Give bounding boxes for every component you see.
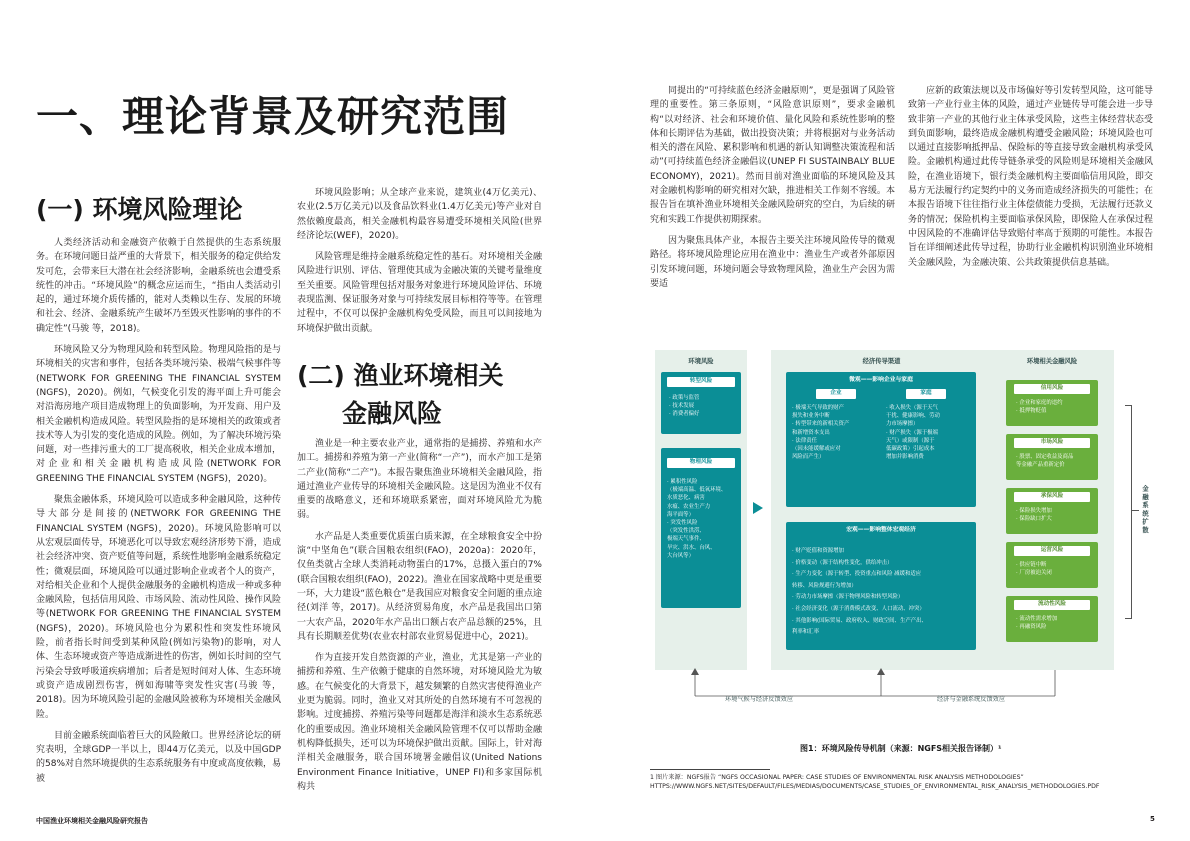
- financial-risk-title: 运营风险: [1014, 546, 1090, 556]
- paragraph: 聚焦金融体系，环境风险可以造成多种金融风险，这种传导大部分是间接的(NETWORK FOR GREENING THE FINANCIAL SYSTEM (NGFS)，2020)。环境风险影响可以从宏观层面传导，环境恶化可以导致宏观经济形势下滑，造成社会经济冲突、资产贬值等问题，系统性地影响金融系统稳定性；微观层面，环境风险可以通过影响企业或者个人的资产，对给相关企业和个人提供金融服务的金融机构造成一种或多种金融风险，包括信用风险、市场风险、流动性风险、操作风险等(NETWORK FOR GREENING THE FINANCIAL SYSTEM (NGFS)，2020)。环境风险也分为累积性和突发性环境风险，前者指长时间受到某种风险(例如污染物)的影响，对人体、生态环境或资产等造成渐进性的伤害，例如长时间的空气污染会导致呼吸道疾病增加；后者是短时间对人体、生态环境或资产造成剧烈伤害，例如海啸等突发性灾害(马骏 等，2018)。因为环境风险引起的金融风险被称为环境相关金融风险。: [36, 495, 281, 720]
- diagram-line: · 极端天气导致的财产: [792, 405, 844, 411]
- financial-risk-box: [1006, 488, 1098, 534]
- section-2-title-line1: (二) 渔业环境相关: [297, 361, 504, 390]
- diagram-line: （因未能缓解或应对: [792, 446, 841, 453]
- financial-risk-box: [1006, 434, 1098, 480]
- feedback-right-label: 经济与金融系统反馈效应: [937, 696, 1006, 703]
- household-items: [886, 404, 940, 461]
- physical-risk-items: [667, 478, 726, 560]
- paragraph: 人类经济活动和金融资产依赖于自然提供的生态系统服务。在环境问题日益严重的大背景下，相关服务的稳定供给发发可危，会带来巨大潜在社会经济影响，金融系统也会遭受系统性的冲击。“环境风险”的概念应运而生，“指由人类活动引起的，通过环境介质传播的，能对人类赖以生存、发展的环境和社会、经济、金融系统产生破坏乃至毁灭性影响的事件的不确定性”(马骏 等，2018)。: [36, 238, 281, 334]
- micro-channel-box: [786, 372, 976, 507]
- physical-risk-title: 物理风险: [667, 458, 735, 468]
- diagram-line: · 劳动力市场摩擦（源于物理风险和转型风险）: [792, 594, 904, 601]
- page-title: 一、理论背景及研究范围: [36, 92, 510, 141]
- diagram-line: 旱灾、洪水、台风、: [667, 544, 716, 551]
- financial-risk-box: [1006, 542, 1098, 588]
- financial-risk-box: [1006, 596, 1098, 642]
- enterprise-label: 企业: [816, 389, 856, 399]
- diagram-line: 海平面等）: [667, 511, 694, 518]
- diagram-line: · 财产损失（源于极端: [886, 429, 938, 436]
- diagram-line: 转移、风险规避行为增加）: [792, 582, 857, 589]
- diagram-line: 天气）或限制（源于: [886, 437, 935, 444]
- diagram-line: · 保险缺口扩大: [1016, 516, 1052, 523]
- diagram-line: · 企业和家庭的违约: [1016, 400, 1063, 406]
- footnote: 1 图片来源：NGFS报告 “NGFS OCCASIONAL PAPER: CASE STUDIES OF ENVIRONMENTAL RISK ANALYSIS METHODOLOGIES” HTTPS://WWW.NGFS.NET/SITES/DEFAULT/FILES/MEDIAS/DOCUMENTS/CASE_STUDIES_OF_ENVIRONMENTAL_RISK_ANALYSIS_METHODOLOGIES.PDF: [650, 774, 1100, 790]
- section-1-title: (一) 环境风险理论: [36, 195, 243, 224]
- feedback-left-label: 环境气候与经济反馈效应: [725, 696, 794, 703]
- paragraph: 风险管理是维持金融系统稳定性的基石。对环境相关金融风险进行识别、评估、管理使其成为金融决策的关键考量维度至关重要。风险管理包括对服务对象进行环境风险评估、环境表现监测、保证服务对象与可持续发展目标相符等等。在管理过程中，不仅可以保护金融机构免受风险，而且可以间接地为环境保护做出贡献。: [297, 252, 542, 334]
- diagram-line: · 抵押物贬值: [1016, 408, 1047, 415]
- diagram-line: · 技术发展: [669, 403, 694, 410]
- paragraph: 同提出的“可持续蓝色经济金融原则”，更是强调了风险管理的重要性。第三条原则，“风险意识原则”，要求金融机构“以对经济、社会和环境价值、量化风险和系统性影响的整体和长期评估为基础，做出投资决策；并将根据对与业务活动相关的潜在风险、累积影响和机遇的新认知调整决策流程和活动”(可持续蓝色经济金融倡议(UNEP FI SUSTAINBALY BLUE ECONOMY)，2021)。然而目前对渔业面临的环境风险及其对金融机构影响的研究相对欠缺，推进相关工作刻不容缓。本报告旨在填补渔业环境相关金融风险研究的空白，为后续的研究和实践工作提供初期探索。: [650, 86, 895, 225]
- household-label: 家庭: [906, 389, 946, 399]
- transition-risk-box: [661, 372, 741, 434]
- diagram-line: · 突发性风险: [667, 520, 698, 527]
- paragraph: 环境风险影响；从全球产业来说，建筑业(4万亿美元)、农业(2.5万亿美元)以及食品饮料业(1.4万亿美元)等产业对自然依赖度最高，相关金融机构最容易遭受环境相关风险(世界经济论坛(WEF)，2020)。: [297, 188, 542, 241]
- side-bracket-tick: [1131, 510, 1139, 511]
- panel-financial-risk: [990, 350, 1114, 670]
- diagram-line: · 财产贬值和资源增加: [792, 548, 844, 554]
- diagram-line: · 供应链中断: [1016, 562, 1047, 568]
- physical-risk-box: [661, 448, 741, 608]
- paragraph: 渔业是一种主要农业产业，通常指的是捕捞、养殖和水产加工。捕捞和养殖为第一产业(简称“一产”)，而水产加工是第二产业(简称“二产”)。本报告聚焦渔业环境相关金融风险，指通过渔业产业传导的环境相关金融风险。这是因为渔业不仅有重要的战略意义，还和环境联系紧密，面对环境风险尤为脆弱。: [297, 439, 542, 521]
- diagram-line: · 法律责任: [792, 437, 817, 444]
- diagram-line: 风险而产生）: [792, 454, 825, 461]
- financial-risk-title: 流动性风险: [1014, 600, 1090, 610]
- financial-risk-box: [1006, 380, 1098, 426]
- paragraph: 应新的政策法规以及市场偏好等引发转型风险，这可能导致第一产业行业主体的风险，通过产业链传导可能会进一步导致非第一产业的其他行业主体承受风险，这些主体经营状态受到负面影响，最终造成金融机构遭受金融风险；环境风险也可以通过直接影响抵押品、保险标的等直接导致金融机构承受风险。金融机构通过此传导链条承受的风险则是环境相关金融风险，在渔业语境下，银行类金融机构主要面临信用风险，即交易方无法履行约定契约中的义务而造成经济损失的可能性；在本报告语境下往往指行业主体偿债能力受损，无法履行还款义务的情况；保险机构主要面临承保风险，即保险人在承保过程中因风险的不准确评估导致赔付率高于预期的可能性。本报告旨在详细阐述此传导过程，协助行业金融机构识别渔业环境相关金融风险，为金融决策、公共政策提供信息基础。: [908, 86, 1153, 268]
- macro-channel-box: [786, 522, 976, 650]
- financial-risk-items: [1016, 453, 1073, 469]
- diagram-line: · 价格变动（源于结构性变化，供给冲击）: [792, 559, 893, 566]
- panel-economic-channels-title: 经济传导渠道: [862, 358, 901, 365]
- diagram-line: 低碳政策）引起成本: [886, 446, 935, 453]
- diagram-line: · 其他影响(国际贸易、政府收入、财政空间、生产产出、: [792, 617, 927, 624]
- paragraph: 因为聚焦具体产业，本报告主要关注环境风险传导的微观路径。将环境风险理论应用在渔业中：渔业生产或者外部原因引发环境问题，环境问题会导致物理风险，渔业生产会因为需要适: [650, 235, 895, 289]
- financial-risk-items: [1016, 507, 1052, 523]
- panel-environment-risk: [655, 350, 747, 670]
- diagram-line: 损失和业务中断: [792, 413, 830, 420]
- paragraph: 目前金融系统面临着巨大的风险敞口。世界经济论坛的研究表明，全球GDP一半以上，即44万亿美元，以及中国GDP的58%对自然环境提供的生态系统服务有中度或高度依赖，易被: [36, 730, 282, 784]
- diagram-line: （突发性洪涝、: [667, 528, 705, 535]
- column-3-text: [650, 84, 895, 298]
- diagram-line: 水瘟、农业生产力: [667, 503, 711, 510]
- diagram-line: · 消费者偏好: [669, 411, 700, 418]
- diagram-line: · 流动性需求增加: [1016, 616, 1058, 622]
- figure-caption: 图1：环境风险传导机制（来源：NGFS相关报告译制）¹: [800, 744, 1002, 753]
- financial-risk-title: 承保风险: [1014, 492, 1090, 502]
- panel-economic-channels: [771, 350, 992, 670]
- footer-report-title: 中国渔业环境相关金融风险研究报告: [36, 817, 148, 825]
- diagram-line: 和新增资本支出: [792, 429, 830, 436]
- footnote-rule: [650, 769, 770, 770]
- diagram-line: · 生产力变化（源于转型、投资重点和风险 减缓和适应: [792, 571, 922, 578]
- side-bracket: [1125, 405, 1132, 619]
- financial-risk-items: [1016, 399, 1063, 415]
- paragraph: 水产品是人类重要优质蛋白质来源，在全球粮食安全中扮演“中坚角色”(联合国粮农组织(FAO)，2020a)：2020年，仅鱼类就占全球人类消耗动物蛋白的17%，总摄入蛋白的7%(联合国粮农组织(FAO)，2022)。渔业在国家战略中更是重要一环，大力建设“蓝色粮仓”是我国应对粮食安全问题的重点途径(刘洋 等，2017)。从经济贸易角度，水产品是我国出口第一大农产品，2020年水产品出口额占农产品总额的25%，且具有长期顺差优势(农业农村部农业贸易促进中心，2021)。: [297, 531, 542, 642]
- diagram-line: 极端天气事件、: [667, 536, 705, 543]
- diagram-line: · 收入损失（源于天气: [886, 405, 938, 411]
- page-number: 5: [1150, 815, 1155, 823]
- panel-environment-risk-title: 环境风险: [688, 358, 714, 365]
- diagram-line: 利率和汇率: [792, 629, 819, 636]
- paragraph: 作为直接开发自然资源的产业，渔业，尤其是第一产业的捕捞和养殖、生产依赖于健康的自然环境，对环境风险尤为敏感。在气候变化的大背景下，越发频繁的自然灾害使得渔业产业更为脆弱。同时，渔业又对其所处的自然环境有不可忽视的影响。过度捕捞、养殖污染等问题都是海洋和淡水生态系统恶化的重要成因。渔业环境相关金融风险管理不仅可以帮助金融机构降低损失，还可以为环境保护做出贡献。国际上，针对海洋相关金融服务，联合国环境署金融倡议(United Nations Environment Finance Initiative，UNEP FI)和多家国际机构共: [297, 653, 542, 792]
- paragraph: 环境风险又分为物理风险和转型风险。物理风险指的是与环境相关的灾害和事件，包括各类环境污染、极端气候事件等(NETWORK FOR GREENING THE FINANCIAL SYSTEM (NGFS)，2020)。例如，气候变化引发的海平面上升可能会对沿海房地产项目造成物理上的负面影响，为开发商、用户及相关金融机构造成风险。转型风险指的是环境相关的政策或者技术等人为引发的变化造成的风险。例如，为了解决环境污染问题，对一些排污重大的工厂提高税收，相关企业成本增加，对企业和相关金融机构造成风险(NETWORK FOR GREENING THE FINANCIAL SYSTEM (NGFS)，2020)。: [36, 345, 281, 484]
- diagram-line: （极端高温、低氧环境、: [667, 487, 727, 494]
- diagram-line: 大台风等）: [667, 552, 694, 559]
- section-2-title-line2: 金融风险: [342, 399, 443, 428]
- financial-risk-title: 信用风险: [1014, 384, 1090, 394]
- diagram-line: 干扰、健康影响、劳动: [886, 413, 940, 420]
- diagram-line: 力市场摩擦）: [886, 421, 919, 428]
- financial-risk-items: [1016, 615, 1057, 631]
- diagram-line: · 股票、固定收益及商品: [1016, 454, 1074, 460]
- column-1-text: [36, 236, 281, 786]
- diagram-line: · 社会经济变化（源于消费模式改变、人口流动、冲突）: [792, 605, 925, 612]
- diagram-line: 等金融产品重新定价: [1016, 462, 1065, 469]
- financial-system-spread-label: 金融系统扩散: [1141, 485, 1148, 535]
- financial-risk-items: [1016, 561, 1052, 577]
- enterprise-items: [792, 404, 849, 461]
- macro-channel-title: 宏观——影响整体宏观经济: [846, 527, 916, 533]
- panel-financial-risk-title: 环境相关金融风险: [1026, 358, 1078, 365]
- diagram-line: · 保险损失增加: [1016, 508, 1052, 514]
- column-2-top-text: [297, 186, 542, 343]
- diagram-line: 水质恶化、病害: [667, 495, 705, 502]
- diagram-line: · 政策与监管: [669, 395, 700, 401]
- diagram-line: · 厂房被迫关闭: [1016, 570, 1052, 577]
- micro-channel-title: 微观——影响企业与家庭: [849, 377, 913, 383]
- diagram-line: · 转型带来的新相关资产: [792, 421, 850, 428]
- transition-risk-title: 转型风险: [667, 377, 735, 387]
- column-4-text: [908, 84, 1153, 277]
- arrow-right-icon: [753, 502, 763, 514]
- macro-items: [792, 546, 927, 639]
- diagram-line: · 累积性风险: [667, 479, 698, 485]
- diagram-line: · 再融资风险: [1016, 624, 1047, 631]
- transition-risk-items: [669, 394, 699, 419]
- financial-risk-title: 市场风险: [1014, 438, 1090, 448]
- column-2-bottom-text: [297, 437, 542, 801]
- diagram-line: 增加并影响消费: [886, 454, 924, 461]
- risk-transmission-diagram: [655, 350, 1160, 710]
